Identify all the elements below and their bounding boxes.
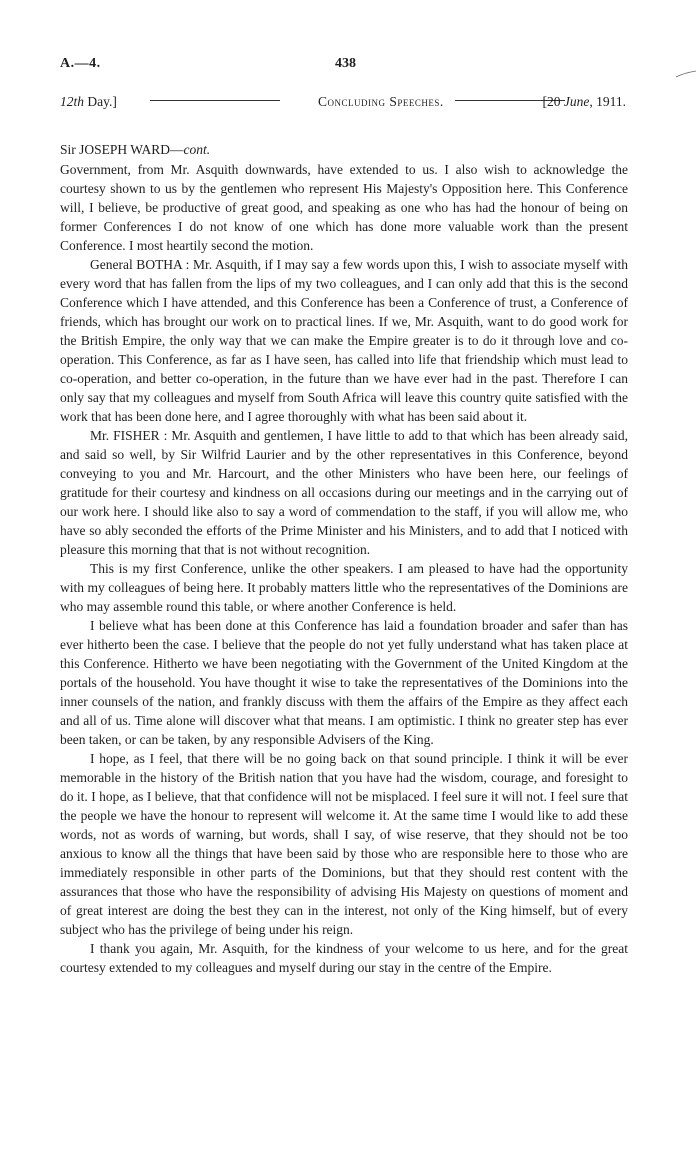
document-body: [60, 140, 628, 977]
day-label: [60, 94, 117, 110]
paragraph: This is my first Conference, unlike the other speakers. I am pleased to have had the opportunity with my colleagues of being here. It probably matters little who the representatives of the Dominions are who may assemble round this table, or where another Conference is held.: [60, 561, 628, 614]
top-row: [60, 56, 628, 76]
corner-pen-mark: [675, 70, 697, 78]
day-number: 12th: [60, 94, 85, 109]
paragraph: Government, from Mr. Asquith downwards, have extended to us. I also wish to acknowledge the courtesy shown to us by the gentlemen who represent His Majesty's Opposition here. This Conference will, I believe, be productive of great good, and speaking as one who has had the honour of being on former Conferences I do not know of one which has done more valuable work than the present Conference. I most heartily second the motion.: [60, 162, 628, 253]
section-title: Concluding Speeches.: [318, 94, 444, 109]
document-reference: A.—4.: [60, 56, 101, 71]
page-number: 438: [335, 56, 356, 71]
paragraph: I hope, as I feel, that there will be no going back on that sound principle. I think it will be ever memorable in the history of the British nation that you have had the wisdom, courage, and foresight to do it. I hope, as I believe, that that confidence will not be misplaced. I feel sure it will not. I feel sure that the people we have the honour to represent will welcome it. At the same time I would like to add these words, not as words of warning, but words, shall I say, of wise reserve, that they should not be too anxious to know all the things that have been said by those who are responsible here to those who are immediately responsible in other parts of the Dominions, but that they should rest content with the assurances that those who have the responsibility of advising His Majesty on questions of moment and of great interest are doing the best they can in the interest, not only of the King himself, but of every subject who has the privilege of being under his reign.: [60, 751, 628, 937]
paragraph: I believe what has been done at this Conference has laid a foundation broader and safer than has ever hitherto been the case. I believe that the people do not yet fully understand what has taken place at this Conference. Hitherto we have been negotiating with the Government of the United Kingdom at the portals of the household. You have thought it wise to take the representatives of the Dominions into the inner counsels of the nation, and frankly discuss with them the affairs of the Empire as they affect each and all of us. Time alone will discover what that means. I am optimistic. I think no greater step has ever been taken, or can be taken, by any responsible Advisers of the King.: [60, 618, 628, 747]
day-suffix: Day.]: [84, 94, 117, 109]
speaker-continued: cont.: [183, 142, 211, 157]
speaker-heading: [60, 140, 628, 159]
date-suffix: , 1911.: [589, 94, 626, 109]
speaker-name: Sir JOSEPH WARD—: [60, 142, 184, 157]
paragraph: Mr. FISHER : Mr. Asquith and gentlemen, I have little to add to that which has been already said, and said so well, by Sir Wilfrid Laurier and by the other representatives in this Conference, beyond conveying to you and Mr. Harcourt, and the other Ministers who have been here, our feelings of gratitude for their courtesy and kindness on all occasions during our meetings and in the carrying out of our work here. I should like also to say a word of commendation to the staff, if you will allow me, who have so ably seconded the efforts of the Prime Minister and his Ministers, and to add that I noticed with pleasure this morning that that is not without recognition.: [60, 428, 628, 557]
date-month: June: [563, 94, 590, 109]
header-date: [543, 94, 626, 110]
paragraph: General BOTHA : Mr. Asquith, if I may say a few words upon this, I wish to associate myself with every word that has fallen from the lips of my two colleagues, and I can only add that this is the second Conference which I have attended, and this Conference has been a Conference of trust, a Conference of friends, which has brought our work on to practical lines. If we, Mr. Asquith, want to do good work for the British Empire, the only way that we can make the Empire greater is to do it through love and co-operation. This Conference, as far as I have seen, has called into life that friendship which must lead to co-operation, and better co-operation, in the future than we have ever had in the past. Therefore I can only say that my colleagues and myself from South Africa will leave this country quite satisfied with the work that has been done here, and I agree thoroughly with what has been said about it.: [60, 257, 628, 424]
running-header: [60, 94, 628, 116]
paragraph: I thank you again, Mr. Asquith, for the kindness of your welcome to us here, and for the great courtesy extended to my colleagues and myself during our stay in the centre of the Empire.: [60, 941, 628, 975]
date-prefix: [20: [542, 94, 564, 109]
header-rule-left: [150, 100, 280, 101]
